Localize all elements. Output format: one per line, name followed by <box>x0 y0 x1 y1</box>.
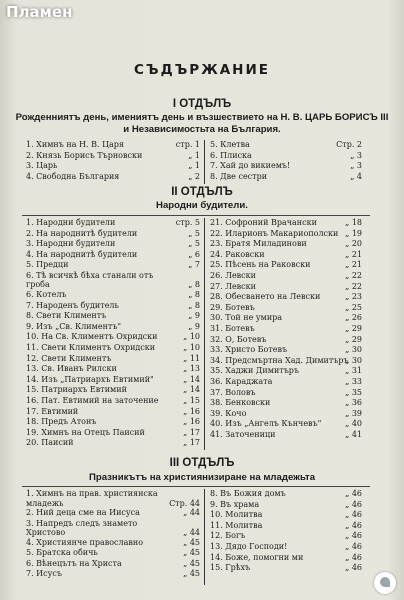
toc-entry-page: „ 46 <box>345 520 362 530</box>
toc-entry-title: 13. Дядо Господи! <box>210 541 288 551</box>
toc-entry <box>26 218 200 229</box>
toc-entry <box>26 364 200 375</box>
toc-entry-title: 14. Изъ „Патриархъ Евтимий" <box>26 374 154 384</box>
toc-entry <box>26 332 200 343</box>
toc-entry <box>210 430 362 441</box>
toc-entry <box>210 345 362 356</box>
toc-entry-page: „ 15 <box>183 395 200 405</box>
section-1-left-column <box>26 140 200 182</box>
toc-entry-page: „ 8 <box>188 289 200 299</box>
toc-entry <box>26 407 200 418</box>
toc-entry-title: 6. Вѣнецътъ на Христа <box>26 558 122 568</box>
toc-entry-title: 2. Ний деца сме на Иисуса <box>26 508 140 517</box>
toc-entry <box>210 303 362 314</box>
toc-entry-page: „ 31 <box>345 366 362 376</box>
toc-entry-title: 5. Братска обичь <box>26 548 98 558</box>
toc-entry-title: 36. Караджата <box>210 376 273 386</box>
toc-entry-title: 6. Тѣ всичкѣ бѣха станали отъ гроба <box>26 270 154 290</box>
section-1-divider <box>204 140 205 184</box>
toc-entry-page: „ 22 <box>345 281 362 291</box>
toc-entry-page: „ 46 <box>345 489 362 498</box>
toc-entry-page: Стр. 2 <box>336 140 362 149</box>
toc-entry-title: 6. Котелъ <box>26 289 67 299</box>
toc-entry-title: 22. Иларионъ Макариополски <box>210 228 339 238</box>
toc-entry-page: „ 19 <box>345 228 362 238</box>
toc-entry-page: „ 45 <box>183 558 200 568</box>
toc-entry <box>210 521 362 532</box>
toc-entry <box>210 531 362 542</box>
toc-entry-title: 5. Предци <box>26 260 69 270</box>
toc-entry-title: 1. Народни будители <box>26 218 116 227</box>
toc-entry <box>210 510 362 521</box>
toc-entry <box>210 388 362 399</box>
toc-entry <box>26 569 200 580</box>
toc-entry <box>210 172 362 183</box>
toc-entry-title: 41. Заточеници <box>210 429 276 439</box>
toc-entry <box>26 322 200 333</box>
toc-entry-page: „ 10 <box>183 342 200 352</box>
toc-entry-page: „ 44 <box>183 508 200 517</box>
section-3-heading: III ОТДЪЛЪ <box>169 457 235 469</box>
toc-entry <box>26 311 200 322</box>
toc-entry-page: „ 46 <box>345 552 362 562</box>
toc-entry <box>210 500 362 511</box>
toc-entry-title: 1. Химнъ на Н. В. Царя <box>26 140 124 149</box>
toc-entry-page: „ 1 <box>188 161 200 171</box>
toc-entry-page: „ 36 <box>345 398 362 408</box>
toc-entry <box>210 161 362 172</box>
toc-entry-page: „ 2 <box>188 171 200 181</box>
toc-entry-title: 40. Изъ „Ангелъ Кънчевъ" <box>210 419 322 429</box>
toc-entry-title: 15. Грѣхъ <box>210 563 251 573</box>
toc-entry-title: 9. Изъ „Св. Климентъ" <box>26 321 122 331</box>
toc-entry-page: „ 25 <box>345 302 362 312</box>
toc-entry <box>210 409 362 420</box>
toc-entry-page: „ 21 <box>345 260 362 270</box>
toc-entry-title: 8. Две сестри <box>210 171 268 181</box>
toc-entry <box>26 548 200 559</box>
toc-entry-title: 8. Въ Божия домъ <box>210 489 286 498</box>
toc-entry-title: 9. Въ храма <box>210 499 260 509</box>
toc-entry-title: 18. Предъ Атонъ <box>26 417 97 427</box>
page-title: СЪДЪРЖАНИЕ <box>134 62 270 78</box>
toc-entry-title: 2. На народнитѣ будители <box>26 228 138 238</box>
toc-entry-title: 24. Раковски <box>210 249 265 259</box>
toc-entry-title: 15. Патриархъ Евтимий <box>26 385 127 395</box>
toc-entry <box>26 343 200 354</box>
toc-entry-page: „ 17 <box>183 438 200 448</box>
toc-entry-title: 37. Воловъ <box>210 387 256 397</box>
toc-entry <box>26 271 200 290</box>
toc-entry-page: „ 29 <box>345 334 362 344</box>
section-3-divider <box>204 489 205 585</box>
toc-entry-page: „ 5 <box>188 228 200 238</box>
toc-entry <box>26 489 200 508</box>
section-3-subtitle: Празникътъ на християнизиране на младежьта <box>88 472 316 483</box>
toc-entry-page: „ 26 <box>345 313 362 323</box>
toc-entry-page: Стр. 44 <box>169 498 200 508</box>
toc-entry-title: 17. Евтимий <box>26 406 79 416</box>
toc-entry <box>210 377 362 388</box>
toc-entry <box>210 250 362 261</box>
toc-entry <box>210 324 362 335</box>
toc-entry <box>210 542 362 553</box>
toc-entry-title: 19. Химнъ на Отецъ Паисий <box>26 427 145 437</box>
toc-entry <box>210 563 362 574</box>
site-logo-icon <box>374 572 396 594</box>
toc-entry-title: 25. Пѣсень на Раковски <box>210 260 311 270</box>
toc-entry-page: „ 45 <box>183 537 200 547</box>
toc-entry <box>26 428 200 439</box>
section-3-right-column <box>210 489 362 574</box>
toc-entry-page: „ 39 <box>345 408 362 418</box>
toc-entry <box>26 229 200 240</box>
toc-entry <box>210 239 362 250</box>
toc-entry-title: 1. Химнъ на прав. християнска младежь <box>26 489 158 508</box>
toc-entry-page: „ 23 <box>345 292 362 302</box>
toc-entry-page: „ 45 <box>183 548 200 558</box>
toc-entry-page: „ 41 <box>345 429 362 439</box>
toc-entry <box>210 356 362 367</box>
toc-entry-page: „ 46 <box>345 531 362 541</box>
toc-entry-page: „ 8 <box>188 280 200 290</box>
toc-entry <box>26 508 200 519</box>
toc-entry-title: 12. Богъ <box>210 531 246 541</box>
toc-entry <box>210 140 362 151</box>
toc-entry-page: „ 21 <box>345 249 362 259</box>
toc-entry-title: 7. Хай до викиемъ! <box>210 161 291 171</box>
toc-entry <box>210 366 362 377</box>
section-1-right-column <box>210 140 362 182</box>
toc-entry-title: 6. Плиска <box>210 150 252 160</box>
toc-entry <box>210 271 362 282</box>
toc-entry-page: „ 30 <box>345 355 362 365</box>
toc-entry <box>210 398 362 409</box>
toc-entry-title: 33. Христо Ботевъ <box>210 345 288 355</box>
watermark-text: Пламен <box>6 3 73 21</box>
toc-entry-title: 26. Левски <box>210 270 256 280</box>
toc-entry-page: „ 9 <box>188 311 200 321</box>
toc-entry-page: „ 30 <box>345 345 362 355</box>
toc-entry <box>26 172 200 183</box>
toc-entry-page: „ 46 <box>345 541 362 551</box>
toc-entry-page: „ 3 <box>350 150 362 160</box>
toc-entry-page: „ 3 <box>350 161 362 171</box>
toc-entry <box>210 292 362 303</box>
section-2-rule <box>22 215 370 216</box>
toc-entry-page: стр. 1 <box>175 140 200 149</box>
toc-entry <box>210 335 362 346</box>
toc-entry-title: 7. Исусъ <box>26 569 62 579</box>
toc-entry <box>210 419 362 430</box>
toc-entry-title: 11. Молитва <box>210 520 263 530</box>
toc-entry-page: „ 8 <box>188 300 200 310</box>
toc-entry-page: „ 6 <box>188 249 200 259</box>
toc-entry-page: „ 46 <box>345 563 362 573</box>
toc-entry-title: 28. Обесването на Левски <box>210 292 321 302</box>
toc-entry <box>26 417 200 428</box>
toc-entry-title: 3. Царь <box>26 161 58 171</box>
toc-entry-page: „ 18 <box>345 218 362 227</box>
toc-entry-title: 23. Братя Миладинови <box>210 239 307 249</box>
toc-entry-page: „ 16 <box>183 406 200 416</box>
toc-entry-title: 38. Бенковски <box>210 398 271 408</box>
toc-entry-page: „ 29 <box>345 323 362 333</box>
toc-entry <box>26 559 200 570</box>
toc-entry <box>26 385 200 396</box>
toc-entry <box>210 151 362 162</box>
toc-entry <box>26 375 200 386</box>
toc-entry <box>210 553 362 564</box>
toc-entry <box>26 354 200 365</box>
toc-entry-title: 4. На народнитѣ будители <box>26 249 138 259</box>
toc-entry-title: 11. Свети Климентъ Охридски <box>26 342 156 352</box>
toc-entry-title: 27. Левски <box>210 281 256 291</box>
toc-entry-page: „ 4 <box>350 171 362 181</box>
toc-entry-page: „ 9 <box>188 321 200 331</box>
toc-entry-page: „ 7 <box>188 260 200 270</box>
toc-entry-page: „ 22 <box>345 270 362 280</box>
section-3-rule <box>22 486 370 487</box>
toc-entry <box>26 250 200 261</box>
toc-entry-page: „ 20 <box>345 239 362 249</box>
toc-entry-title: 4. Християнче православно <box>26 537 144 547</box>
toc-entry-title: 8. Свети Климентъ <box>26 311 107 321</box>
toc-entry <box>210 282 362 293</box>
toc-entry <box>210 489 362 500</box>
toc-entry-title: 16. Пат. Евтимий на заточение <box>26 395 159 405</box>
toc-entry <box>210 313 362 324</box>
toc-entry-title: 20. Паисий <box>26 438 74 448</box>
toc-entry-title: 39. Кочо <box>210 408 247 418</box>
toc-entry <box>26 538 200 549</box>
toc-entry <box>26 290 200 301</box>
section-2-heading: II ОТДЪЛЪ <box>171 186 233 198</box>
toc-entry-page: „ 14 <box>183 374 200 384</box>
toc-entry-title: 31. Ботевъ <box>210 323 255 333</box>
toc-entry-title: 32. О, Ботевъ <box>210 334 267 344</box>
toc-entry <box>26 161 200 172</box>
toc-entry <box>26 260 200 271</box>
toc-entry-page: „ 5 <box>188 239 200 249</box>
toc-entry <box>26 438 200 449</box>
toc-entry-title: 13. Св. Иванъ Рилски <box>26 364 117 374</box>
section-2-left-column <box>26 218 200 449</box>
toc-entry-page: стр. 5 <box>175 218 200 227</box>
toc-entry-title: 2. Князь Борисъ Търновски <box>26 150 143 160</box>
toc-entry-page: „ 10 <box>183 332 200 342</box>
toc-entry-page: „ 14 <box>183 385 200 395</box>
toc-entry-title: 30. Той не умира <box>210 313 283 323</box>
toc-entry <box>26 140 200 151</box>
section-3-left-column <box>26 489 200 580</box>
toc-entry-title: 10. Молитва <box>210 510 263 520</box>
toc-entry-title: 35. Хаджи Димитъръ <box>210 366 300 376</box>
toc-entry-page: „ 46 <box>345 499 362 509</box>
toc-entry-page: „ 16 <box>183 417 200 427</box>
toc-entry <box>26 396 200 407</box>
toc-entry-title: 3. Народни будители <box>26 239 116 249</box>
toc-entry <box>26 239 200 250</box>
toc-entry <box>210 229 362 240</box>
toc-entry-title: 4. Свободна България <box>26 171 120 181</box>
toc-entry-title: 34. Предсмъртна Хад. Димитъръ <box>210 355 349 365</box>
toc-entry-title: 7. Народенъ будитель <box>26 300 119 310</box>
toc-entry <box>26 151 200 162</box>
section-1-heading: I ОТДЪЛЪ <box>172 98 232 110</box>
toc-entry-title: 21. Софроний Врачански <box>210 218 317 227</box>
toc-entry-page: „ 45 <box>183 569 200 579</box>
toc-entry-page: „ 1 <box>188 150 200 160</box>
toc-entry-page: „ 33 <box>345 376 362 386</box>
toc-entry-page: „ 35 <box>345 387 362 397</box>
toc-entry-title: 3. Напредъ следъ знамето Христово <box>26 518 138 538</box>
toc-entry-title: 5. Клетва <box>210 140 250 149</box>
toc-entry <box>26 519 200 538</box>
toc-entry-page: „ 11 <box>183 353 200 363</box>
toc-entry-title: 12. Свети Климентъ <box>26 353 112 363</box>
toc-entry <box>210 260 362 271</box>
toc-entry-title: 14. Боже, помогни ми <box>210 552 304 562</box>
toc-entry-page: „ 13 <box>183 364 200 374</box>
toc-entry-page: „ 17 <box>183 427 200 437</box>
section-1-subtitle: Рожденниятъ день, имениятъ день и възшествието на Н. В. ЦАРЬ БОРИСЪ III и Независимостьта на България. <box>15 112 389 135</box>
toc-entry-page: „ 44 <box>183 528 200 538</box>
section-2-right-column <box>210 218 362 440</box>
toc-entry-page: „ 46 <box>345 510 362 520</box>
toc-entry <box>210 218 362 229</box>
section-2-divider <box>204 218 205 450</box>
toc-entry-page: „ 40 <box>345 419 362 429</box>
toc-entry-title: 29. Ботевъ <box>210 302 255 312</box>
toc-entry <box>26 301 200 312</box>
toc-entry-title: 10. На Св. Климентъ Охридски <box>26 332 158 342</box>
section-2-subtitle: Народни будители. <box>156 200 248 211</box>
